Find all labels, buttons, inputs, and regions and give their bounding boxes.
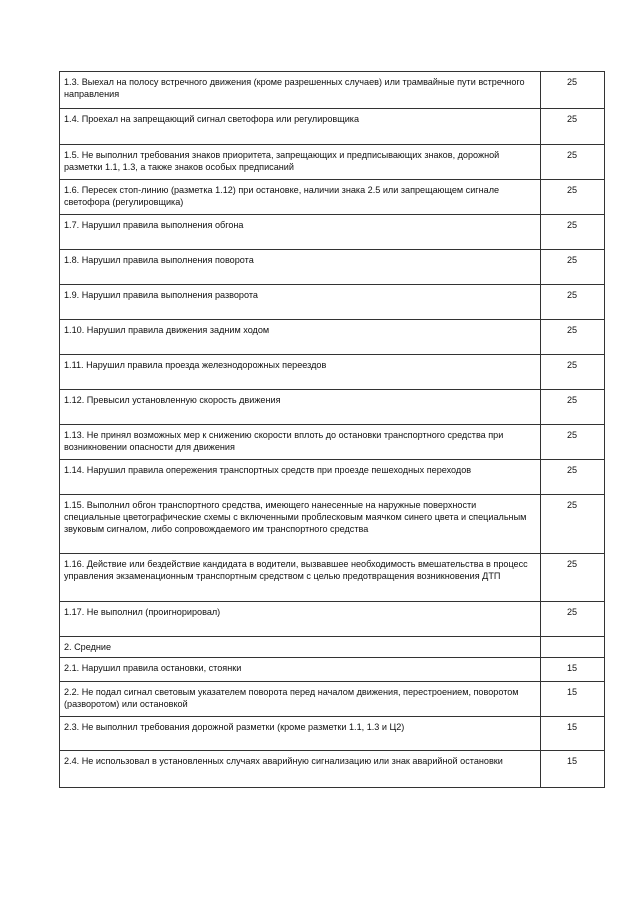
violation-description: 2.3. Не выполнил требования дорожной разметки (кроме разметки 1.1, 1.3 и Ц2) xyxy=(60,717,541,751)
table-row xyxy=(60,602,605,637)
violation-description: 1.7. Нарушил правила выполнения обгона xyxy=(60,215,541,250)
penalty-points: 15 xyxy=(541,751,605,788)
violation-description: 1.16. Действие или бездействие кандидата в водители, вызвавшее необходимость вмешательства в процесс управления экзаменационным транспортным средством с целью предотвращения возникновения ДТП xyxy=(60,554,541,602)
table-row xyxy=(60,495,605,554)
table-row xyxy=(60,390,605,425)
table-row xyxy=(60,460,605,495)
violation-description: 1.6. Пересек стоп-линию (разметка 1.12) при остановке, наличии знака 2.5 или запрещающем сигнале светофора (регулировщика) xyxy=(60,180,541,215)
table-row xyxy=(60,72,605,109)
penalty-points: 25 xyxy=(541,72,605,109)
penalty-points: 25 xyxy=(541,250,605,285)
penalty-points: 25 xyxy=(541,602,605,637)
penalty-points: 25 xyxy=(541,180,605,215)
violation-description: 1.9. Нарушил правила выполнения разворота xyxy=(60,285,541,320)
penalty-points: 25 xyxy=(541,145,605,180)
table-row xyxy=(60,425,605,460)
penalty-points: 25 xyxy=(541,215,605,250)
penalty-points xyxy=(541,637,605,658)
penalty-points: 25 xyxy=(541,355,605,390)
table-row xyxy=(60,682,605,717)
penalty-points: 25 xyxy=(541,495,605,554)
penalty-points: 25 xyxy=(541,390,605,425)
table-row xyxy=(60,180,605,215)
violation-description: 1.5. Не выполнил требования знаков приоритета, запрещающих и предписывающих знаков, дорожной разметки 1.1, 1.3, а также знаков особых предписаний xyxy=(60,145,541,180)
violation-description: 1.10. Нарушил правила движения задним ходом xyxy=(60,320,541,355)
table-row xyxy=(60,355,605,390)
violation-description: 1.12. Превысил установленную скорость движения xyxy=(60,390,541,425)
violation-description: 1.4. Проехал на запрещающий сигнал светофора или регулировщика xyxy=(60,109,541,145)
violation-description: 2.1. Нарушил правила остановки, стоянки xyxy=(60,658,541,682)
penalty-points: 25 xyxy=(541,285,605,320)
violation-description: 1.8. Нарушил правила выполнения поворота xyxy=(60,250,541,285)
table-row xyxy=(60,658,605,682)
table-row xyxy=(60,285,605,320)
table-row xyxy=(60,717,605,751)
penalty-points: 25 xyxy=(541,109,605,145)
violation-description: 1.14. Нарушил правила опережения транспортных средств при проезде пешеходных переходов xyxy=(60,460,541,495)
table-row xyxy=(60,751,605,788)
penalty-points: 15 xyxy=(541,717,605,751)
penalty-points: 15 xyxy=(541,658,605,682)
table-row xyxy=(60,320,605,355)
penalty-points: 25 xyxy=(541,425,605,460)
violation-description: 2.4. Не использовал в установленных случаях аварийную сигнализацию или знак аварийной остановки xyxy=(60,751,541,788)
penalty-points: 25 xyxy=(541,460,605,495)
violation-description: 1.13. Не принял возможных мер к снижению скорости вплоть до остановки транспортного средства при возникновении опасности для движения xyxy=(60,425,541,460)
violation-description: 2.2. Не подал сигнал световым указателем поворота перед началом движения, перестроением, поворотом (разворотом) или остановкой xyxy=(60,682,541,717)
penalty-points: 25 xyxy=(541,320,605,355)
violations-table xyxy=(59,71,605,788)
section-header-row xyxy=(60,637,605,658)
section-title: 2. Средние xyxy=(60,637,541,658)
violation-description: 1.17. Не выполнил (проигнорировал) xyxy=(60,602,541,637)
table-row xyxy=(60,554,605,602)
table-row xyxy=(60,109,605,145)
table-row xyxy=(60,145,605,180)
violation-description: 1.11. Нарушил правила проезда железнодорожных переездов xyxy=(60,355,541,390)
penalty-points: 25 xyxy=(541,554,605,602)
table-row xyxy=(60,250,605,285)
table-row xyxy=(60,215,605,250)
violation-description: 1.15. Выполнил обгон транспортного средства, имеющего нанесенные на наружные поверхности специальные цветографические схемы с включенными проблесковым маячком синего цвета и специальным звуковым сигналом, либо сопровождаемого им транспортного средства xyxy=(60,495,541,554)
violation-description: 1.3. Выехал на полосу встречного движения (кроме разрешенных случаев) или трамвайные пути встречного направления xyxy=(60,72,541,109)
penalty-points: 15 xyxy=(541,682,605,717)
